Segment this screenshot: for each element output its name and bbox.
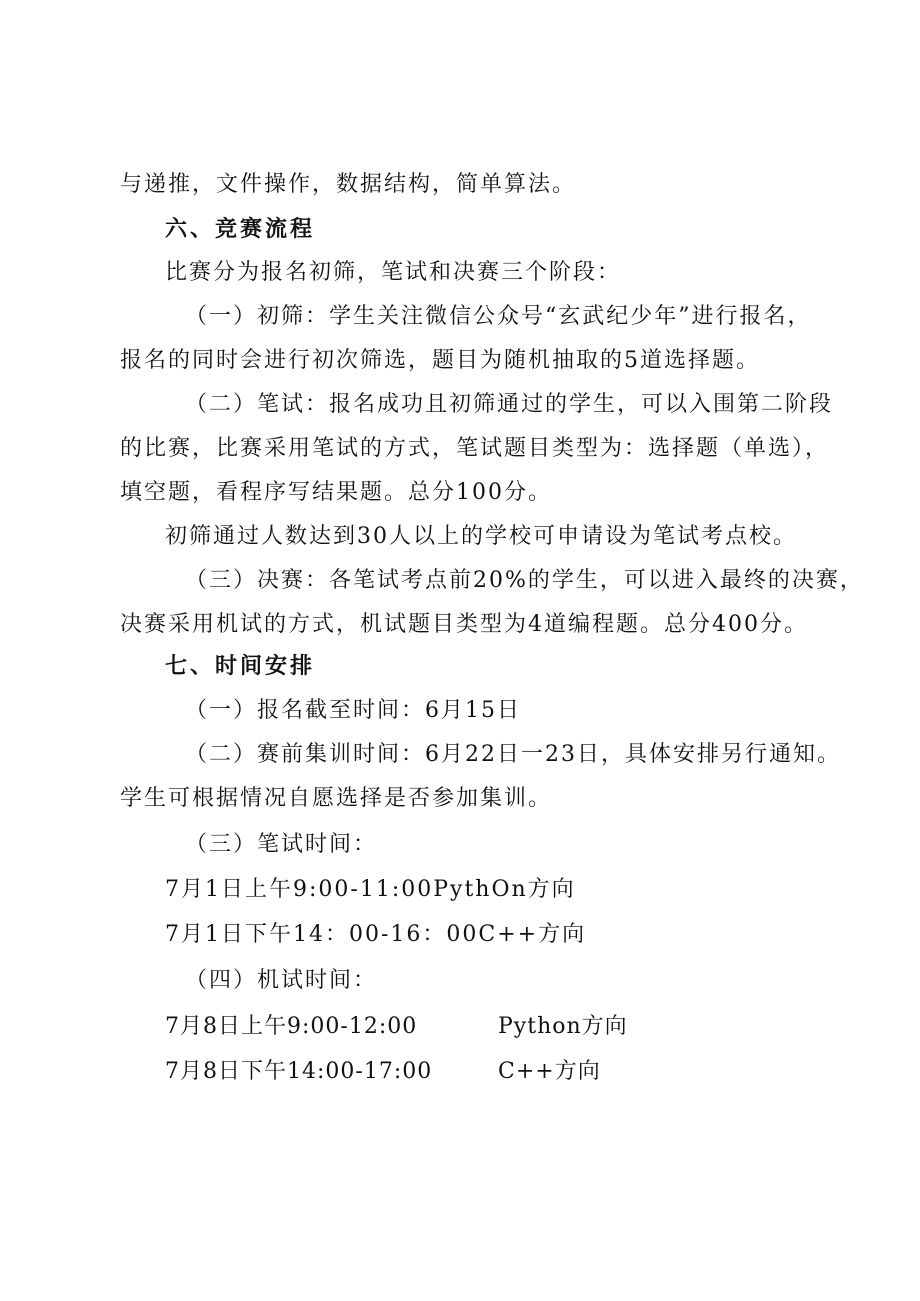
paragraph-line: 与递推，文件操作，数据结构，简单算法。 bbox=[120, 172, 577, 197]
section-heading-competition-process: 六、竞赛流程 bbox=[165, 217, 316, 242]
paragraph-line: （一）初筛：学生关注微信公众号“玄武纪少年”进行报名， bbox=[185, 304, 812, 329]
paragraph-line: 初筛通过人数达到30人以上的学校可申请设为笔试考点校。 bbox=[165, 524, 797, 549]
paragraph-line: 比赛分为报名初筛，笔试和决赛三个阶段： bbox=[165, 260, 622, 285]
machine-test-time: 7月8日下午14:00-17:00 bbox=[165, 1059, 433, 1084]
paragraph-line: （三）决赛：各笔试考点前20%的学生，可以进入最终的决赛， bbox=[185, 568, 864, 593]
paragraph-line: 的比赛，比赛采用笔试的方式，笔试题目类型为：选择题（单选）， bbox=[120, 436, 830, 461]
machine-test-track: Python方向 bbox=[498, 1014, 628, 1039]
paragraph-line: 决赛采用机试的方式，机试题目类型为4道编程题。总分400分。 bbox=[120, 612, 808, 637]
paragraph-line: 填空题，看程序写结果题。总分100分。 bbox=[120, 480, 552, 505]
machine-test-time: 7月8日上午9:00-12:00 bbox=[165, 1014, 418, 1039]
section-heading-schedule: 七、时间安排 bbox=[165, 654, 316, 679]
paragraph-line: （二）赛前集训时间：6月22日一23日，具体安排另行通知。 bbox=[185, 742, 841, 767]
paragraph-line: 报名的同时会进行初次筛选，题目为随机抽取的5道选择题。 bbox=[120, 348, 760, 373]
paragraph-line: 7月1日下午14：00-16：00C++方向 bbox=[165, 922, 587, 947]
paragraph-line: 7月1日上午9:00-11:00PythOn方向 bbox=[165, 877, 576, 902]
paragraph-line: （一）报名截至时间：6月15日 bbox=[185, 698, 521, 723]
machine-test-track: C++方向 bbox=[498, 1059, 601, 1084]
paragraph-line: （二）笔试：报名成功且初筛通过的学生，可以入围第二阶段 bbox=[185, 392, 834, 417]
paragraph-line: （三）笔试时间： bbox=[185, 832, 378, 857]
paragraph-line: 学生可根据情况自愿选择是否参加集训。 bbox=[120, 786, 553, 811]
paragraph-line: （四）机试时间： bbox=[185, 968, 378, 993]
